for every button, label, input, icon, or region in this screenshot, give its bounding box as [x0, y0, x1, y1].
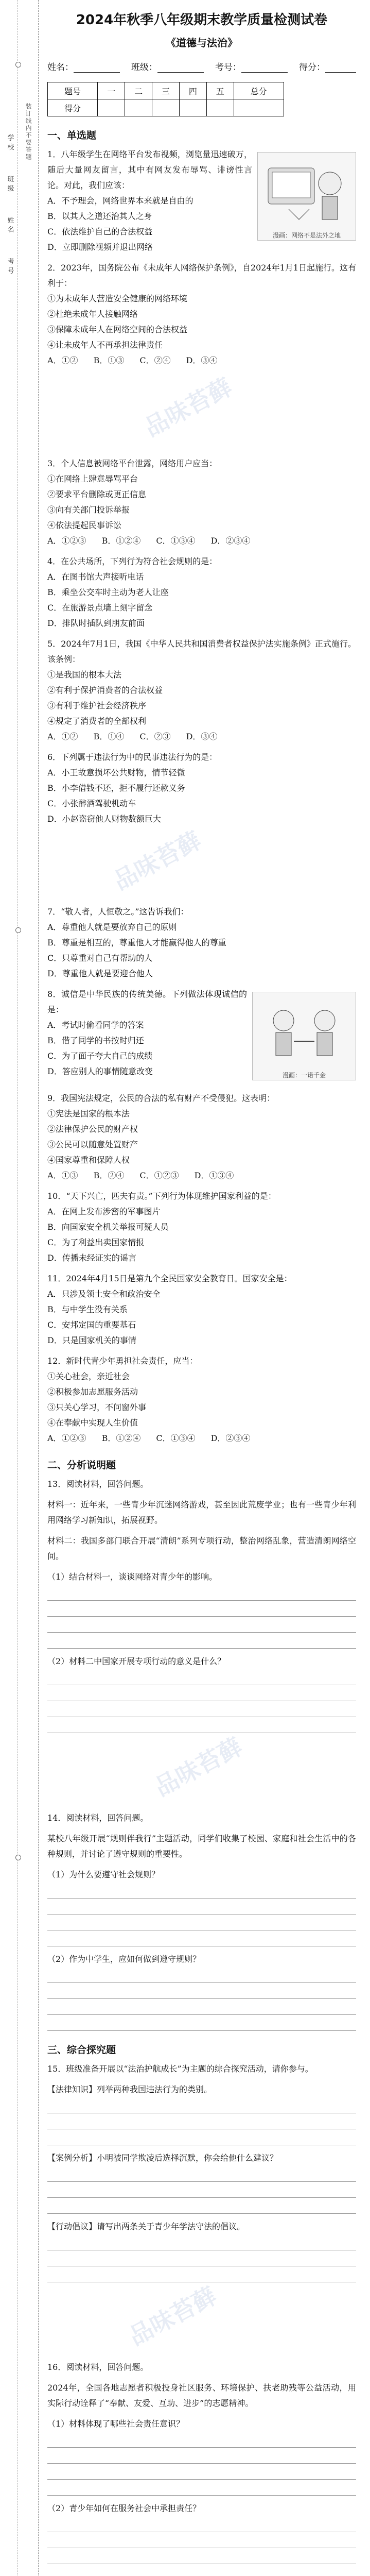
option-d[interactable]: D．立即删除视频并退出网络	[47, 242, 153, 252]
option-b[interactable]: B．以其人之道还治其人之身	[47, 211, 152, 221]
score-table-cell: 得分	[48, 99, 98, 116]
number-label: 考号：	[215, 62, 241, 73]
answer-line[interactable]	[47, 2166, 356, 2182]
watermark-zone	[47, 2282, 356, 2354]
binding-label-school: 学校	[7, 134, 14, 151]
option-c[interactable]: C．为了利益出卖国家情报	[47, 1238, 145, 1247]
answer-line[interactable]	[47, 1669, 356, 1685]
score-table-cell[interactable]	[234, 99, 284, 116]
answer-line[interactable]	[47, 2015, 356, 2031]
exam-title: 2024年秋季八年级期末教学质量检测试卷	[76, 12, 328, 28]
choice-row	[47, 353, 356, 368]
option-d[interactable]: D．③④	[186, 355, 218, 365]
question-stem: 4．在公共场所，下列行为符合社会规则的是：	[47, 556, 218, 566]
option-c[interactable]: C．只尊重对自己有帮助的人	[47, 953, 153, 963]
question-stem: 8．诚信是中华民族的传统美德。下列做法体现诚信的是：	[47, 989, 247, 1014]
statement-3: ③只关心学习，不问窗外事	[47, 1402, 147, 1412]
option-b[interactable]: B．尊重是相互的，尊重他人才能赢得他人的尊重	[47, 938, 226, 947]
statement-4: ④让未成年人不再承担法律责任	[47, 340, 163, 350]
binding-label-class: 班级	[7, 176, 14, 193]
statement-2: ②杜绝未成年人接触网络	[47, 309, 138, 319]
question-4	[47, 554, 356, 631]
sub-question: （2）作为中学生，应如何做到遵守规则？	[47, 1954, 201, 1964]
sub-question: 【法律知识】列举两种我国违法行为的类别。	[47, 2084, 213, 2094]
statement-2: ②法律保护公民的财产权	[47, 1124, 138, 1134]
choice-row	[47, 1431, 356, 1446]
statement-1: ①在网络上肆意辱骂平台	[47, 474, 138, 484]
statement-2: ②要求平台删除或更正信息	[47, 489, 147, 499]
sub-question: （1）为什么要遵守社会规则？	[47, 1870, 160, 1879]
option-c[interactable]: C．①③④	[156, 536, 196, 546]
answer-line[interactable]	[47, 1914, 356, 1930]
question-stem: 7．“敬人者，人恒敬之。”这告诉我们：	[47, 907, 189, 917]
sub-question: 【案例分析】小明被同学欺凌后选择沉默，你会给他什么建议？	[47, 2153, 278, 2163]
watermark-text: 品味苔藓	[139, 372, 237, 442]
statement-4: ④依法提起民事诉讼	[47, 520, 122, 530]
student-info-row	[47, 60, 356, 73]
option-c[interactable]: C．安邦定国的重要基石	[47, 1320, 136, 1330]
option-a[interactable]: A．尊重他人就是要放弃自己的原则	[47, 922, 177, 932]
statement-4: ④在奉献中实现人生价值	[47, 1418, 138, 1428]
answer-line[interactable]	[47, 1701, 356, 1717]
answer-line[interactable]	[47, 2448, 356, 2464]
option-d[interactable]: D．②③④	[210, 1433, 251, 1443]
question-stem: 15．班级准备开展以“法治护航成长”为主题的综合探究活动，请你参与。	[47, 2064, 313, 2074]
cartoon-figure	[257, 152, 356, 241]
question-10	[47, 1189, 356, 1266]
section-title-analysis: 二、分析说明题	[47, 1460, 116, 1471]
option-a[interactable]: A．①②③	[47, 1433, 86, 1443]
binding-label-name: 姓名	[7, 217, 14, 234]
question-stem: 1．八年级学生在网络平台发布视频，浏览量迅速破万，随后大量网友留言，其中有网友发布辱骂、诽谤性言论。对此，我们应该：	[47, 149, 252, 190]
score-table-cell: 五	[206, 82, 234, 99]
answer-line[interactable]	[47, 2097, 356, 2113]
question-11	[47, 1271, 356, 1348]
statement-4: ④国家尊重和保障人权	[47, 1155, 130, 1165]
option-b[interactable]: B．①②④	[101, 536, 141, 546]
question-16	[47, 2360, 356, 2576]
answer-line[interactable]	[47, 2234, 356, 2250]
question-12	[47, 1353, 356, 1446]
option-a[interactable]: A．在图书馆大声接听电话	[47, 572, 144, 582]
score-table-cell: 一	[98, 82, 125, 99]
question-3	[47, 456, 356, 549]
answer-line[interactable]	[47, 2432, 356, 2448]
option-c[interactable]: C．②④	[139, 355, 171, 365]
class-field[interactable]	[157, 63, 204, 73]
name-field[interactable]	[74, 63, 120, 73]
question-14	[47, 1810, 356, 2031]
option-d[interactable]: D．传播未经证实的谣言	[47, 1253, 136, 1263]
question-8	[47, 981, 356, 1086]
option-a[interactable]: A．①②③	[47, 536, 86, 546]
question-6	[47, 750, 356, 827]
option-b[interactable]: B．②④	[93, 1171, 125, 1180]
question-9	[47, 1091, 356, 1183]
binding-margin	[0, 0, 39, 2576]
class-label: 班级：	[131, 62, 157, 73]
sub-question: （1）材料体现了哪些社会责任意识？	[47, 2419, 185, 2429]
question-stem: 13．阅读材料，回答问题。	[47, 1479, 149, 1489]
answer-line[interactable]	[47, 2129, 356, 2145]
watermark-text: 品味苔藓	[109, 826, 206, 895]
answer-line[interactable]	[47, 1601, 356, 1617]
option-c[interactable]: C．依法维护自己的合法权益	[47, 227, 153, 236]
score-table-cell: 题号	[48, 82, 98, 99]
exam-subject: 《道德与法治》	[166, 37, 238, 49]
sub-question: 【行动倡议】请写出两条关于青少年学法守法的倡议。	[47, 2222, 245, 2231]
cartoon-illustration	[253, 992, 356, 1069]
statement-1: ①关心社会，亲近社会	[47, 1371, 130, 1381]
question-stem: 5．2024年7月1日，我国《中华人民共和国消费者权益保护法实施条例》正式施行。该条例：	[47, 639, 356, 664]
question-stem: 3．个人信息被网络平台泄露，网络用户应当：	[47, 459, 218, 468]
question-stem: 16．阅读材料，回答问题。	[47, 2362, 149, 2372]
question-stem: 12．新时代青少年勇担社会责任，应当：	[47, 1356, 198, 1366]
number-field[interactable]	[241, 63, 288, 73]
option-c[interactable]: C．小张醉酒驾驶机动车	[47, 799, 136, 808]
choice-row	[47, 1168, 356, 1183]
statement-3: ③保障未成年人在网络空间的合法权益	[47, 325, 188, 334]
option-b[interactable]: B．向国家安全机关举报可疑人员	[47, 1222, 169, 1232]
material-text: 材料一：近年来，一些青少年沉迷网络游戏，甚至因此荒废学业；也有一些青少年利用网络学习新知识，拓展视野。	[47, 1500, 356, 1525]
answer-line[interactable]	[47, 1983, 356, 1999]
choice-row	[47, 729, 356, 744]
question-13	[47, 1477, 356, 1733]
answer-line[interactable]	[47, 2464, 356, 2480]
answer-line[interactable]	[47, 1999, 356, 2015]
option-d[interactable]: D．答应别人的事情随意改变	[47, 1066, 153, 1076]
watermark-text: 品味苔藓	[124, 2281, 221, 2351]
score-table-score-row	[48, 99, 284, 116]
option-d[interactable]: D．③④	[186, 732, 218, 741]
watermark-zone	[47, 1733, 356, 1805]
binding-hole	[15, 1855, 21, 1860]
statement-2: ②有利于保护消费者的合法权益	[47, 685, 163, 695]
option-d[interactable]: D．只是国家机关的事情	[47, 1335, 136, 1345]
answer-line[interactable]	[47, 2516, 356, 2532]
question-2	[47, 260, 356, 368]
option-a[interactable]: A．小王故意损坏公共财物，情节轻微	[47, 768, 185, 777]
score-table-cell[interactable]	[125, 99, 152, 116]
cartoon-caption: 漫画：一诺千金	[282, 1072, 326, 1079]
binding-label-number: 考号	[7, 258, 14, 275]
material-text: 某校八年级开展“规则伴我行”主题活动，同学们收集了校园、家庭和社会生活中的各种规则，并讨论了遵守规则的重要性。	[47, 1834, 356, 1859]
option-a[interactable]: A．①②	[47, 732, 78, 741]
option-c[interactable]: C．②③	[139, 732, 171, 741]
option-d[interactable]: D．②③④	[210, 536, 251, 546]
question-stem: 2．2023年，国务院公布《未成年人网络保护条例》，自2024年1月1日起施行。这有利于：	[47, 263, 356, 288]
statement-2: ②积极参加志愿服务活动	[47, 1387, 138, 1397]
option-b[interactable]: B．①②④	[101, 1433, 141, 1443]
statement-3: ③公民可以随意处置财产	[47, 1140, 138, 1149]
score-label: 得分：	[299, 62, 325, 73]
statement-1: ①宪法是国家的根本法	[47, 1109, 130, 1118]
score-table-cell[interactable]	[206, 99, 234, 116]
answer-line[interactable]	[47, 2480, 356, 2496]
answer-line[interactable]	[47, 1717, 356, 1733]
answer-line[interactable]	[47, 1633, 356, 1649]
answer-line[interactable]	[47, 1967, 356, 1983]
question-5	[47, 636, 356, 744]
answer-line[interactable]	[47, 2564, 356, 2576]
answer-line[interactable]	[47, 2250, 356, 2266]
cartoon-caption: 漫画：网络不是法外之地	[272, 232, 341, 239]
score-field[interactable]	[325, 63, 356, 73]
watermark-text: 品味苔藓	[150, 1732, 247, 1802]
option-d[interactable]: D．排队时插队到朋友前面	[47, 618, 145, 628]
statement-1: ①是我国的根本大法	[47, 670, 122, 680]
cartoon-figure	[252, 992, 356, 1080]
sub-question: （2）材料二中国家开展专项行动的意义是什么？	[47, 1656, 226, 1666]
question-7	[47, 904, 356, 981]
option-c[interactable]: C．①②③	[139, 1171, 179, 1180]
answer-line[interactable]	[47, 1617, 356, 1633]
option-b[interactable]: B．小李借钱不还，拒不履行还款义务	[47, 783, 185, 793]
option-b[interactable]: B．乘坐公交车时主动为老人让座	[47, 587, 169, 597]
option-b[interactable]: B．借了同学的书按时归还	[47, 1036, 144, 1045]
name-label: 姓名：	[47, 62, 74, 73]
answer-line[interactable]	[47, 2198, 356, 2214]
option-c[interactable]: C．①③④	[156, 1433, 196, 1443]
sub-question: （1）结合材料一，谈谈网络对青少年的影响。	[47, 1572, 218, 1582]
score-table-cell: 总分	[234, 82, 284, 99]
exam-paper	[47, 0, 356, 2576]
score-table-cell[interactable]	[179, 99, 206, 116]
material-text: 2024年，全国各地志愿者积极投身社区服务、环境保护、扶老助残等公益活动，用实际行动诠释了“奉献、友爱、互助、进步”的志愿精神。	[47, 2383, 356, 2408]
watermark-zone	[47, 368, 356, 451]
option-b[interactable]: B．①④	[93, 732, 125, 741]
question-stem: 6．下列属于违法行为中的民事违法行为的是：	[47, 752, 218, 762]
option-b[interactable]: B．与中学生没有关系	[47, 1304, 128, 1314]
answer-line[interactable]	[47, 1685, 356, 1701]
score-table-cell: 二	[125, 82, 152, 99]
section-title-inquiry: 三、综合探究题	[47, 2044, 116, 2056]
option-a[interactable]: A．①②	[47, 355, 78, 365]
sub-question: （2）青少年如何在服务社会中承担责任？	[47, 2503, 201, 2513]
answer-line[interactable]	[47, 1883, 356, 1899]
option-a[interactable]: A．①③	[47, 1171, 78, 1180]
option-d[interactable]: D．①③④	[194, 1171, 234, 1180]
answer-line[interactable]	[47, 2532, 356, 2548]
score-table-cell: 四	[179, 82, 206, 99]
score-table-cell[interactable]	[98, 99, 125, 116]
answer-line[interactable]	[47, 2548, 356, 2564]
score-table-cell: 三	[152, 82, 180, 99]
answer-line[interactable]	[47, 1899, 356, 1914]
answer-line[interactable]	[47, 1585, 356, 1601]
option-c[interactable]: C．在旅游景点墙上刻字留念	[47, 603, 153, 613]
statement-1: ①为未成年人营造安全健康的网络环境	[47, 294, 188, 303]
score-table-cell[interactable]	[152, 99, 180, 116]
material-text: 材料二：我国多部门联合开展“清朗”系列专项行动，整治网络乱象，营造清朗网络空间。	[47, 1536, 356, 1561]
option-d[interactable]: D．尊重他人就是要迎合他人	[47, 969, 153, 978]
watermark-zone	[47, 827, 356, 899]
score-table	[47, 82, 284, 116]
answer-line[interactable]	[47, 2266, 356, 2282]
answer-line[interactable]	[47, 1930, 356, 1946]
option-c[interactable]: C．为了面子夸大自己的成绩	[47, 1051, 153, 1061]
section-title-single-choice: 一、单选题	[47, 130, 97, 141]
option-a[interactable]: A．只涉及领土安全和政治安全	[47, 1289, 161, 1299]
question-stem: 10．“天下兴亡，匹夫有责。”下列行为体现维护国家利益的是：	[47, 1191, 276, 1201]
score-table-header-row	[48, 82, 284, 99]
question-stem: 11．2024年4月15日是第九个全民国家安全教育日。国家安全是：	[47, 1274, 292, 1283]
option-a[interactable]: A．考试时偷看同学的答案	[47, 1020, 144, 1030]
statement-3: ③有利于维护社会经济秩序	[47, 701, 147, 710]
binding-hole	[15, 927, 21, 933]
choice-row	[47, 533, 356, 549]
cartoon-illustration	[258, 152, 356, 229]
answer-line[interactable]	[47, 2113, 356, 2129]
answer-line[interactable]	[47, 2182, 356, 2198]
binding-line	[17, 0, 19, 2576]
option-b[interactable]: B．①③	[93, 355, 125, 365]
question-stem: 14．阅读材料，回答问题。	[47, 1813, 149, 1823]
option-a[interactable]: A．在网上发布涉密的军事图片	[47, 1207, 161, 1216]
binding-hole	[15, 62, 21, 67]
option-a[interactable]: A．不予理会，网络世界本来就是自由的	[47, 196, 193, 206]
statement-3: ③向有关部门投诉举报	[47, 505, 130, 515]
question-15	[47, 2061, 356, 2282]
binding-notice: 装订线内不要答题	[25, 103, 32, 161]
statement-4: ④规定了消费者的全部权利	[47, 716, 147, 726]
question-stem: 9．我国宪法规定，公民的合法的私有财产不受侵犯。这表明：	[47, 1093, 275, 1103]
question-1	[47, 142, 356, 255]
option-d[interactable]: D．小赵盗窃他人财物数额巨大	[47, 814, 161, 824]
